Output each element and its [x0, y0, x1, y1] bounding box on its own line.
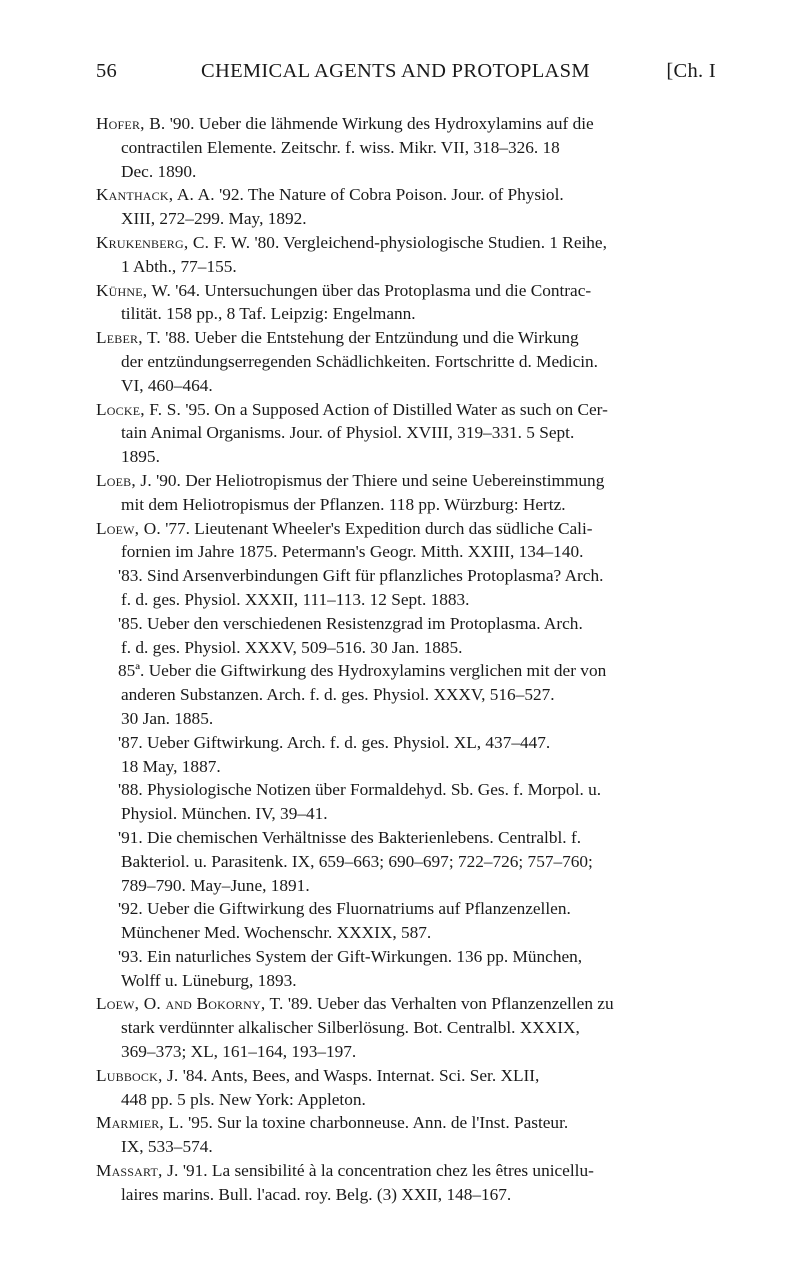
entry-text: Wolff u. Lüneburg, 1893. — [121, 970, 297, 990]
entry-text: Dec. 1890. — [121, 161, 197, 181]
page-number: 56 — [96, 60, 118, 82]
bibliography-entry — [96, 112, 736, 183]
chapter-label: [Ch. I — [666, 60, 716, 82]
bibliography-entry — [96, 231, 736, 279]
entry-first-line — [96, 992, 736, 1016]
entry-text: '88. Physiologische Notizen über Formaldehyd. Sb. Ges. f. Morpol. u. — [118, 780, 602, 800]
bibliography-list — [96, 112, 736, 1207]
entry-text: laires marins. Bull. l'acad. roy. Belg. (3) XXII, 148–167. — [121, 1184, 512, 1204]
entry-text: tain Animal Organisms. Jour. of Physiol. XVIII, 319–331. 5 Sept. — [121, 423, 575, 443]
entry-text: '95. Sur la toxine charbonneuse. Ann. de l'Inst. Pasteur. — [183, 1113, 569, 1133]
bibliography-entry — [96, 398, 736, 469]
entry-text: '90. Ueber die lähmende Wirkung des Hydroxylamins auf die — [165, 114, 594, 133]
entry-continuation-line — [96, 1183, 736, 1207]
entry-text: '90. Der Heliotropismus der Thiere und seine Uebereinstimmung — [151, 470, 605, 490]
entry-text: '92. The Nature of Cobra Poison. Jour. of Physiol. — [214, 185, 564, 205]
entry-text: fornien im Jahre 1875. Petermann's Geogr. Mitth. XXIII, 134–140. — [121, 542, 584, 562]
entry-continuation-line — [96, 302, 736, 326]
bibliography-entry — [96, 826, 736, 897]
entry-first-line — [96, 231, 736, 255]
entry-text: XIII, 272–299. May, 1892. — [121, 209, 307, 229]
bibliography-entry — [96, 279, 736, 327]
running-header — [96, 60, 716, 90]
bibliography-entry — [96, 183, 736, 231]
entry-text: '84. Ants, Bees, and Wasps. Internat. Sci. Ser. XLII, — [178, 1065, 540, 1085]
bibliography-entry — [96, 1111, 736, 1159]
bibliography-entry — [96, 469, 736, 517]
entry-continuation-line — [96, 1088, 736, 1112]
entry-author: Hofer, B. — [96, 114, 166, 133]
entry-text: '77. Lieutenant Wheeler's Expedition durch das südliche Cali- — [160, 518, 593, 538]
entry-author: Locke, F. S. — [96, 399, 182, 419]
entry-text: stark verdünnter alkalischer Silberlösung. Bot. Centralbl. XXXIX, — [121, 1018, 580, 1038]
bibliography-entry — [96, 945, 736, 993]
entry-text: mit dem Heliotropismus der Pflanzen. 118 pp. Würzburg: Hertz. — [121, 494, 566, 514]
bibliography-entry — [96, 992, 736, 1063]
entry-continuation-line — [96, 969, 736, 993]
entry-author: Loew, O. and Bokorny, T. — [96, 994, 284, 1014]
entry-continuation-line — [96, 1040, 736, 1064]
entry-text: Münchener Med. Wochenschr. XXXIX, 587. — [121, 923, 432, 943]
entry-first-line — [96, 279, 736, 303]
entry-text: 789–790. May–June, 1891. — [121, 875, 310, 895]
entry-continuation-line — [96, 540, 736, 564]
entry-text: '85. Ueber den verschiedenen Resistenzgrad im Protoplasma. Arch. — [118, 613, 583, 633]
entry-text: 369–373; XL, 161–164, 193–197. — [121, 1042, 357, 1062]
entry-first-line — [96, 659, 736, 683]
entry-text: contractilen Elemente. Zeitschr. f. wiss. Mikr. VII, 318–326. 18 — [121, 137, 560, 157]
entry-continuation-line — [96, 707, 736, 731]
bibliography-entry — [96, 1064, 736, 1112]
bibliography-entry — [96, 517, 736, 565]
entry-continuation-line — [96, 445, 736, 469]
entry-continuation-line — [96, 1016, 736, 1040]
entry-text: Physiol. München. IV, 39–41. — [121, 804, 328, 824]
entry-text: f. d. ges. Physiol. XXXII, 111–113. 12 Sept. 1883. — [121, 589, 470, 609]
entry-text: '83. Sind Arsenverbindungen Gift für pflanzliches Protoplasma? Arch. — [118, 566, 604, 586]
entry-first-line — [96, 897, 736, 921]
entry-text: tilität. 158 pp., 8 Taf. Leipzig: Engelmann. — [121, 304, 416, 324]
bibliography-entry — [96, 778, 736, 826]
entry-text: 448 pp. 5 pls. New York: Appleton. — [121, 1089, 366, 1109]
entry-text: der entzündungserregenden Schädlichkeiten. Fortschritte d. Medicin. — [121, 351, 599, 371]
entry-first-line — [96, 778, 736, 802]
entry-continuation-line — [96, 1135, 736, 1159]
entry-continuation-line — [96, 874, 736, 898]
entry-first-line — [96, 183, 736, 207]
entry-text: '95. On a Supposed Action of Distilled Water as such on Cer- — [181, 399, 608, 419]
entry-text: VI, 460–464. — [121, 375, 213, 395]
entry-continuation-line — [96, 850, 736, 874]
entry-first-line — [96, 731, 736, 755]
bibliography-entry — [96, 612, 736, 660]
entry-text: f. d. ges. Physiol. XXXV, 509–516. 30 Jan. 1885. — [121, 637, 463, 657]
entry-continuation-line — [96, 921, 736, 945]
entry-text: '88. Ueber die Entstehung der Entzündung und die Wirkung — [160, 328, 579, 348]
entry-continuation-line — [96, 207, 736, 231]
entry-author: Leber, T. — [96, 328, 161, 348]
entry-continuation-line — [96, 493, 736, 517]
bibliography-entry — [96, 326, 736, 397]
entry-continuation-line — [96, 255, 736, 279]
entry-text: '92. Ueber die Giftwirkung des Fluornatriums auf Pflanzenzellen. — [118, 899, 571, 919]
entry-first-line — [96, 469, 736, 493]
entry-text: '93. Ein naturliches System der Gift-Wirkungen. 136 pp. München, — [118, 946, 583, 966]
entry-continuation-line — [96, 136, 736, 160]
entry-continuation-line — [96, 374, 736, 398]
entry-text: 30 Jan. 1885. — [121, 708, 214, 728]
entry-first-line — [96, 1159, 736, 1183]
entry-text: '91. Die chemischen Verhältnisse des Bakterienlebens. Centralbl. f. — [118, 827, 582, 847]
bibliography-entry — [96, 1159, 736, 1207]
entry-text: '80. Vergleichend-physiologische Studien. 1 Reihe, — [250, 232, 607, 252]
entry-continuation-line — [96, 755, 736, 779]
bibliography-entry — [96, 659, 736, 730]
entry-text: anderen Substanzen. Arch. f. d. ges. Physiol. XXXV, 516–527. — [121, 685, 555, 705]
entry-text: IX, 533–574. — [121, 1137, 213, 1157]
entry-text: '64. Untersuchungen über das Protoplasma und die Contrac- — [170, 280, 592, 300]
entry-first-line — [96, 945, 736, 969]
bibliography-entry — [96, 564, 736, 612]
entry-text: '87. Ueber Giftwirkung. Arch. f. d. ges. Physiol. XL, 437–447. — [118, 732, 551, 752]
entry-author: Krukenberg, C. F. W. — [96, 232, 251, 252]
entry-continuation-line — [96, 683, 736, 707]
entry-first-line — [96, 1064, 736, 1088]
entry-author: Loeb, J. — [96, 470, 152, 490]
bibliography-entry — [96, 731, 736, 779]
entry-author: Kanthack, A. A. — [96, 185, 215, 205]
entry-author: Lubbock, J. — [96, 1065, 179, 1085]
entry-text: Bakteriol. u. Parasitenk. IX, 659–663; 690–697; 722–726; 757–760; — [121, 851, 593, 871]
entry-first-line — [96, 112, 736, 136]
entry-text: 85ª. Ueber die Giftwirkung des Hydroxylamins verglichen mit der von — [118, 661, 607, 681]
entry-first-line — [96, 612, 736, 636]
entry-text: '91. La sensibilité à la concentration chez les êtres unicellu- — [178, 1161, 594, 1181]
entry-author: Massart, J. — [96, 1161, 179, 1181]
entry-continuation-line — [96, 350, 736, 374]
entry-continuation-line — [96, 160, 736, 184]
entry-first-line — [96, 398, 736, 422]
running-title: CHEMICAL AGENTS AND PROTOPLASM — [201, 60, 590, 82]
entry-author: Kühne, W. — [96, 280, 171, 300]
entry-text: 18 May, 1887. — [121, 756, 221, 776]
entry-first-line — [96, 564, 736, 588]
entry-author: Marmier, L. — [96, 1113, 184, 1133]
entry-continuation-line — [96, 421, 736, 445]
entry-first-line — [96, 517, 736, 541]
entry-first-line — [96, 326, 736, 350]
entry-first-line — [96, 1111, 736, 1135]
bibliography-entry — [96, 897, 736, 945]
entry-text: 1895. — [121, 447, 160, 467]
entry-continuation-line — [96, 802, 736, 826]
entry-continuation-line — [96, 588, 736, 612]
entry-text: '89. Ueber das Verhalten von Pflanzenzellen zu — [283, 994, 614, 1014]
entry-author: Loew, O. — [96, 518, 161, 538]
entry-text: 1 Abth., 77–155. — [121, 256, 237, 276]
entry-first-line — [96, 826, 736, 850]
entry-continuation-line — [96, 636, 736, 660]
